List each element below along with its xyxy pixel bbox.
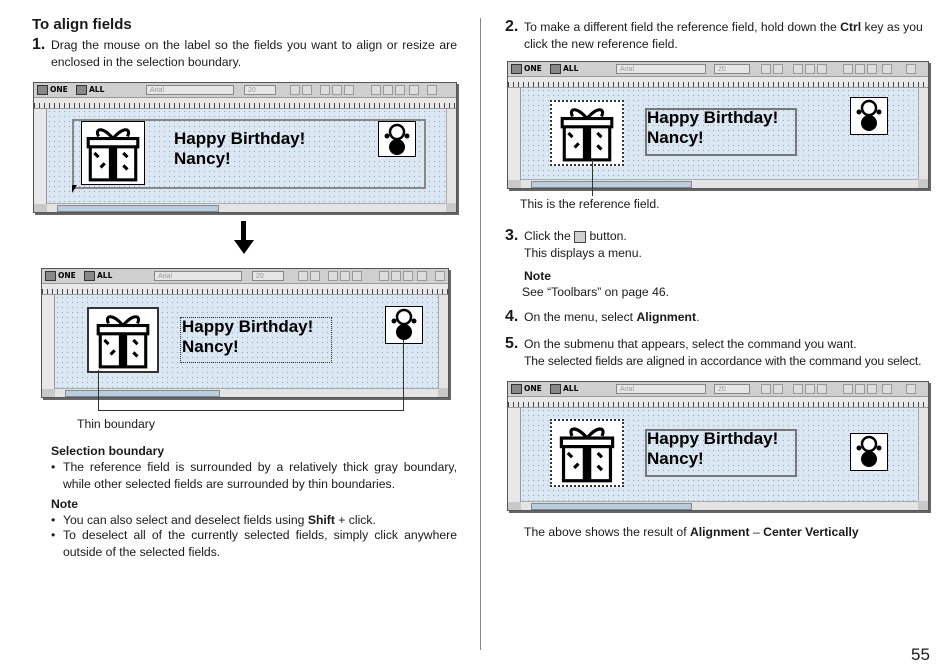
font-size-box: 20	[244, 85, 276, 95]
paste-icon	[867, 384, 877, 394]
thin-boundary-caption: Thin boundary	[77, 417, 155, 431]
one-button	[511, 64, 542, 74]
italic-icon	[773, 384, 783, 394]
copy-icon	[383, 85, 393, 95]
screenshot-after-select	[41, 268, 449, 398]
birthday-text	[647, 108, 778, 148]
step-3-subtext: This displays a menu.	[524, 246, 642, 260]
column-divider	[480, 18, 481, 650]
vertical-scrollbar	[918, 88, 928, 179]
align-center-icon	[340, 271, 350, 281]
gift-image	[550, 100, 624, 166]
cut-icon	[843, 384, 853, 394]
toolbar	[508, 62, 928, 77]
birthday-line1: Happy Birthday!	[647, 108, 779, 127]
step-3-text	[524, 228, 627, 245]
note-heading: Note	[524, 269, 552, 283]
step-5-subtext: The selected fields are aligned in accordance with the command you select.	[524, 354, 922, 368]
copy-icon	[855, 64, 865, 74]
align-right-icon	[352, 271, 362, 281]
align-menu-icon	[427, 85, 437, 95]
all-label: ALL	[563, 384, 579, 393]
step-1-text: Drag the mouse on the label so the fields you want to align or resize are enclosed in the selection boundary.	[51, 38, 457, 69]
snowman-image	[385, 306, 423, 344]
step-2-bold: Ctrl	[840, 20, 862, 34]
all-label: ALL	[563, 64, 579, 73]
birthday-text	[174, 129, 305, 169]
vertical-scrollbar	[438, 295, 448, 388]
callout-line	[98, 410, 403, 411]
screenshot-before	[33, 82, 457, 213]
font-size-box: 20	[714, 64, 750, 74]
gift-image	[87, 307, 159, 373]
step-5-number: 5.	[505, 335, 519, 352]
align-center-icon	[805, 384, 815, 394]
undo-icon	[417, 271, 427, 281]
step-2-text	[524, 19, 934, 53]
bullet-dot: •	[51, 513, 56, 527]
paste-icon	[395, 85, 405, 95]
bold-icon	[298, 271, 308, 281]
align-right-icon	[344, 85, 354, 95]
note-text: See “Toolbars” on page 46.	[522, 285, 670, 299]
horizontal-scrollbar	[47, 203, 446, 212]
all-label: ALL	[89, 85, 105, 94]
align-right-icon	[817, 64, 827, 74]
undo-icon	[409, 85, 419, 95]
paste-icon	[403, 271, 413, 281]
all-label: ALL	[97, 271, 113, 280]
snowman-image	[850, 97, 888, 135]
one-label: ONE	[58, 271, 76, 280]
vertical-scrollbar	[918, 408, 928, 501]
result-mid: –	[749, 525, 764, 539]
step-3-number: 3.	[505, 227, 519, 244]
mouse-cursor-icon	[72, 185, 77, 193]
bold-icon	[761, 384, 771, 394]
toolbar	[508, 382, 928, 397]
undo-icon	[882, 384, 892, 394]
callout-line	[98, 370, 99, 411]
font-name-box: Arial	[616, 384, 706, 394]
align-button-icon	[574, 231, 586, 243]
font-size-box: 20	[714, 384, 750, 394]
bold-icon	[761, 64, 771, 74]
horizontal-scrollbar	[521, 179, 918, 188]
align-right-icon	[817, 384, 827, 394]
bold-icon	[290, 85, 300, 95]
one-button	[511, 384, 542, 394]
one-button	[37, 85, 68, 95]
note-b1-pre: You can also select and deselect fields using	[63, 513, 308, 527]
horizontal-ruler	[508, 77, 928, 88]
all-button	[550, 384, 578, 394]
font-size-box: 20	[252, 271, 284, 281]
horizontal-ruler	[42, 284, 448, 295]
cut-icon	[371, 85, 381, 95]
align-menu-icon	[906, 384, 916, 394]
snowman-image	[378, 121, 416, 157]
gift-image	[81, 121, 145, 185]
align-left-icon	[328, 271, 338, 281]
horizontal-ruler	[34, 98, 456, 109]
vertical-ruler	[508, 408, 521, 502]
italic-icon	[310, 271, 320, 281]
note-b1-bold: Shift	[307, 513, 335, 527]
snowman-image	[850, 433, 888, 471]
bullet-dot: •	[51, 460, 56, 474]
result-pre: The above shows the result of	[524, 525, 690, 539]
reference-field-caption: This is the reference field.	[520, 197, 660, 211]
callout-line	[403, 340, 404, 411]
page-number: 55	[911, 645, 930, 664]
step-4-number: 4.	[505, 308, 519, 325]
one-label: ONE	[50, 85, 68, 94]
horizontal-scrollbar	[55, 388, 438, 397]
step-4-text	[524, 309, 699, 326]
font-name-box: Arial	[616, 64, 706, 74]
note-b1-post: + click.	[334, 513, 376, 527]
birthday-line2: Nancy!	[182, 337, 239, 356]
font-name-box: Arial	[154, 271, 242, 281]
selection-boundary-heading: Selection boundary	[51, 444, 165, 458]
align-center-icon	[805, 64, 815, 74]
all-button	[84, 271, 112, 281]
note-heading: Note	[51, 497, 79, 511]
step-4-pre: On the menu, select	[524, 310, 637, 324]
birthday-line1: Happy Birthday!	[182, 317, 314, 336]
result-caption	[524, 524, 859, 541]
align-menu-icon	[435, 271, 445, 281]
birthday-text	[647, 429, 778, 469]
align-center-icon	[332, 85, 342, 95]
callout-line	[592, 160, 593, 196]
step-5-text: On the submenu that appears, select the command you want.	[524, 337, 857, 351]
align-left-icon	[793, 384, 803, 394]
copy-icon	[391, 271, 401, 281]
birthday-line1: Happy Birthday!	[647, 429, 779, 448]
birthday-text	[182, 317, 313, 357]
align-left-icon	[320, 85, 330, 95]
cut-icon	[843, 64, 853, 74]
birthday-line2: Nancy!	[647, 128, 704, 147]
horizontal-scrollbar	[521, 501, 918, 510]
vertical-ruler	[508, 88, 521, 180]
paste-icon	[867, 64, 877, 74]
copy-icon	[855, 384, 865, 394]
all-button	[550, 64, 578, 74]
undo-icon	[882, 64, 892, 74]
toolbar	[34, 83, 456, 98]
toolbar	[42, 269, 448, 284]
step-2-post: key as you click the new reference field.	[524, 20, 923, 51]
bullet-dot: •	[51, 528, 56, 542]
vertical-ruler	[42, 295, 55, 389]
horizontal-ruler	[508, 397, 928, 408]
result-bold-1: Alignment	[689, 525, 750, 539]
italic-icon	[773, 64, 783, 74]
one-label: ONE	[524, 64, 542, 73]
one-button	[45, 271, 76, 281]
step-3-post: button.	[586, 229, 627, 243]
step-3-pre: Click the	[524, 229, 575, 243]
birthday-line1: Happy Birthday!	[174, 129, 306, 148]
screenshot-result	[507, 381, 929, 511]
step-2-pre: To make a different field the reference field, hold down the	[524, 20, 841, 34]
birthday-line2: Nancy!	[647, 449, 704, 468]
font-name-box: Arial	[146, 85, 234, 95]
gift-image	[550, 419, 624, 487]
down-arrow-icon	[241, 221, 246, 241]
step-4-post: .	[696, 310, 700, 324]
step-4-bold: Alignment	[636, 310, 697, 324]
result-bold-2: Center Vertically	[763, 525, 859, 539]
one-label: ONE	[524, 384, 542, 393]
step-2-number: 2.	[505, 18, 519, 35]
all-button	[76, 85, 104, 95]
birthday-line2: Nancy!	[174, 149, 231, 168]
down-arrow-head-icon	[234, 240, 254, 254]
note-bullet-2: To deselect all of the currently selected fields, simply click anywhere outside of the selected fields.	[63, 528, 457, 559]
step-1-number: 1.	[32, 36, 46, 53]
screenshot-reference	[507, 61, 929, 189]
vertical-scrollbar	[446, 109, 456, 203]
align-left-icon	[793, 64, 803, 74]
vertical-ruler	[34, 109, 47, 204]
italic-icon	[302, 85, 312, 95]
cut-icon	[379, 271, 389, 281]
section-heading: To align fields	[32, 16, 132, 33]
selection-boundary-text: The reference field is surrounded by a relatively thick gray boundary, while other selected fields are surrounded by thin boundaries.	[63, 460, 457, 491]
align-menu-icon	[906, 64, 916, 74]
